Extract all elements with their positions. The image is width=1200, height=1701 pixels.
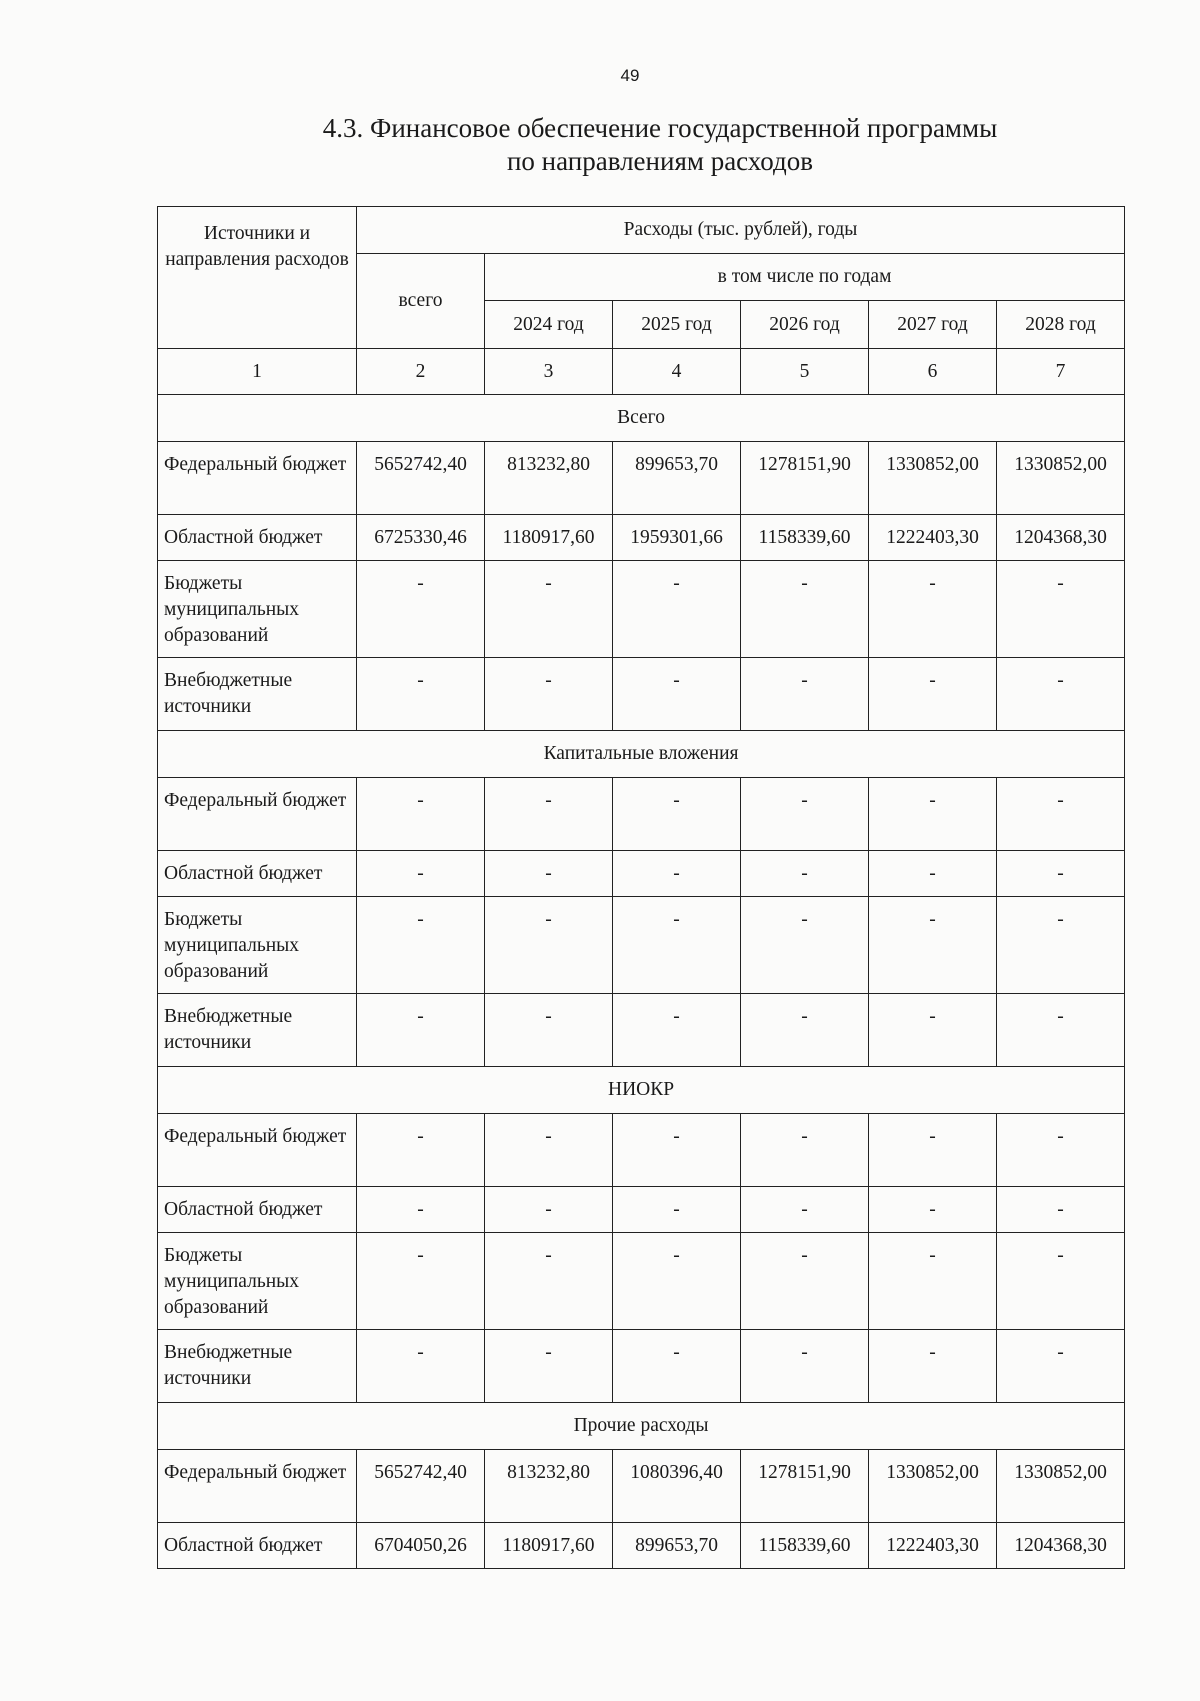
column-number: 1 — [158, 349, 357, 395]
value-cell: - — [869, 851, 997, 897]
value-cell: - — [741, 778, 869, 851]
value-cell: 1180917,60 — [485, 515, 613, 561]
section-row — [158, 731, 1125, 778]
column-number: 2 — [357, 349, 485, 395]
value-cell: - — [485, 1233, 613, 1330]
table-row — [158, 1187, 1125, 1233]
header-year: 2025 год — [613, 301, 741, 349]
value-cell: - — [613, 1330, 741, 1403]
value-cell: - — [357, 1330, 485, 1403]
section-title: Прочие расходы — [158, 1403, 1125, 1450]
table-row — [158, 1450, 1125, 1523]
value-cell: - — [997, 1114, 1125, 1187]
section-row — [158, 1067, 1125, 1114]
value-cell: 899653,70 — [613, 442, 741, 515]
row-label: Федеральный бюджет — [158, 1114, 357, 1187]
financing-table — [157, 206, 1125, 1569]
value-cell: - — [613, 1114, 741, 1187]
value-cell: - — [997, 897, 1125, 994]
row-label: Внебюджетные источники — [158, 994, 357, 1067]
value-cell: - — [357, 658, 485, 731]
section-title: НИОКР — [158, 1067, 1125, 1114]
value-cell: - — [997, 1233, 1125, 1330]
value-cell: - — [613, 897, 741, 994]
value-cell: 1222403,30 — [869, 1523, 997, 1569]
value-cell: - — [741, 561, 869, 658]
value-cell: - — [485, 658, 613, 731]
column-number: 5 — [741, 349, 869, 395]
value-cell: - — [357, 561, 485, 658]
header-expenses: Расходы (тыс. рублей), годы — [357, 207, 1125, 254]
row-label: Бюджеты муниципальных образований — [158, 897, 357, 994]
header-sources: Источники и направления расходов — [158, 207, 357, 349]
section-row — [158, 1403, 1125, 1450]
row-label: Федеральный бюджет — [158, 442, 357, 515]
value-cell: - — [869, 1187, 997, 1233]
table-row — [158, 851, 1125, 897]
value-cell: - — [357, 1114, 485, 1187]
value-cell: 1080396,40 — [613, 1450, 741, 1523]
value-cell: - — [613, 778, 741, 851]
value-cell: 1278151,90 — [741, 442, 869, 515]
row-label: Бюджеты муниципальных образований — [158, 561, 357, 658]
value-cell: - — [357, 851, 485, 897]
column-number: 4 — [613, 349, 741, 395]
row-label: Бюджеты муниципальных образований — [158, 1233, 357, 1330]
value-cell: - — [741, 851, 869, 897]
row-label: Областной бюджет — [158, 515, 357, 561]
table-row — [158, 1523, 1125, 1569]
section-title: Капитальные вложения — [158, 731, 1125, 778]
value-cell: - — [741, 658, 869, 731]
value-cell: 5652742,40 — [357, 442, 485, 515]
value-cell: - — [357, 994, 485, 1067]
table-row — [158, 442, 1125, 515]
table-row — [158, 1330, 1125, 1403]
value-cell: - — [869, 561, 997, 658]
value-cell: - — [869, 1330, 997, 1403]
value-cell: - — [485, 1187, 613, 1233]
value-cell: - — [613, 561, 741, 658]
row-label: Внебюджетные источники — [158, 658, 357, 731]
table-row — [158, 1114, 1125, 1187]
value-cell: - — [613, 1187, 741, 1233]
section-title: Всего — [158, 395, 1125, 442]
value-cell: - — [357, 778, 485, 851]
value-cell: 1158339,60 — [741, 515, 869, 561]
value-cell: - — [869, 778, 997, 851]
row-label: Федеральный бюджет — [158, 778, 357, 851]
row-label: Областной бюджет — [158, 1523, 357, 1569]
table-row — [158, 994, 1125, 1067]
value-cell: - — [869, 897, 997, 994]
value-cell: - — [485, 561, 613, 658]
value-cell: 1330852,00 — [869, 442, 997, 515]
value-cell: - — [485, 1114, 613, 1187]
value-cell: - — [997, 778, 1125, 851]
column-number: 7 — [997, 349, 1125, 395]
table-row — [158, 1233, 1125, 1330]
value-cell: - — [485, 1330, 613, 1403]
section-row — [158, 395, 1125, 442]
header-total: всего — [357, 254, 485, 349]
title-line-1: 4.3. Финансовое обеспечение государственной программы — [322, 113, 998, 143]
table-row — [158, 658, 1125, 731]
header-year: 2028 год — [997, 301, 1125, 349]
value-cell: 1330852,00 — [997, 1450, 1125, 1523]
title-line-2: по направлениям расходов — [506, 146, 813, 176]
value-cell: - — [869, 1114, 997, 1187]
value-cell: - — [357, 1233, 485, 1330]
value-cell: 813232,80 — [485, 442, 613, 515]
value-cell: 1204368,30 — [997, 1523, 1125, 1569]
column-number: 6 — [869, 349, 997, 395]
value-cell: - — [741, 994, 869, 1067]
column-numbers-row — [158, 349, 1125, 395]
value-cell: - — [357, 1187, 485, 1233]
value-cell: - — [613, 658, 741, 731]
value-cell: - — [485, 897, 613, 994]
value-cell: - — [485, 851, 613, 897]
table-row — [158, 778, 1125, 851]
value-cell: - — [613, 994, 741, 1067]
value-cell: - — [741, 1330, 869, 1403]
table-row — [158, 515, 1125, 561]
row-label: Областной бюджет — [158, 1187, 357, 1233]
value-cell: - — [485, 994, 613, 1067]
value-cell: 1204368,30 — [997, 515, 1125, 561]
value-cell: 1222403,30 — [869, 515, 997, 561]
value-cell: - — [613, 1233, 741, 1330]
value-cell: 1158339,60 — [741, 1523, 869, 1569]
table-row — [158, 561, 1125, 658]
row-label: Внебюджетные источники — [158, 1330, 357, 1403]
value-cell: - — [613, 851, 741, 897]
header-by-years: в том числе по годам — [485, 254, 1125, 301]
page-title — [300, 112, 1020, 178]
table-row — [158, 897, 1125, 994]
value-cell: 813232,80 — [485, 1450, 613, 1523]
value-cell: - — [997, 1187, 1125, 1233]
value-cell: 1330852,00 — [997, 442, 1125, 515]
value-cell: 1180917,60 — [485, 1523, 613, 1569]
row-label: Федеральный бюджет — [158, 1450, 357, 1523]
value-cell: 1278151,90 — [741, 1450, 869, 1523]
value-cell: - — [869, 994, 997, 1067]
value-cell: - — [869, 658, 997, 731]
value-cell: - — [997, 658, 1125, 731]
value-cell: 6725330,46 — [357, 515, 485, 561]
value-cell: 1330852,00 — [869, 1450, 997, 1523]
row-label: Областной бюджет — [158, 851, 357, 897]
value-cell: 5652742,40 — [357, 1450, 485, 1523]
value-cell: - — [741, 1233, 869, 1330]
value-cell: - — [357, 897, 485, 994]
header-year: 2027 год — [869, 301, 997, 349]
header-year: 2024 год — [485, 301, 613, 349]
value-cell: 1959301,66 — [613, 515, 741, 561]
value-cell: - — [997, 1330, 1125, 1403]
value-cell: - — [741, 897, 869, 994]
value-cell: - — [741, 1114, 869, 1187]
value-cell: - — [997, 561, 1125, 658]
header-year: 2026 год — [741, 301, 869, 349]
value-cell: - — [997, 994, 1125, 1067]
value-cell: 899653,70 — [613, 1523, 741, 1569]
value-cell: - — [485, 778, 613, 851]
value-cell: - — [741, 1187, 869, 1233]
column-number: 3 — [485, 349, 613, 395]
value-cell: 6704050,26 — [357, 1523, 485, 1569]
value-cell: - — [869, 1233, 997, 1330]
page-number: 49 — [620, 66, 640, 85]
value-cell: - — [997, 851, 1125, 897]
